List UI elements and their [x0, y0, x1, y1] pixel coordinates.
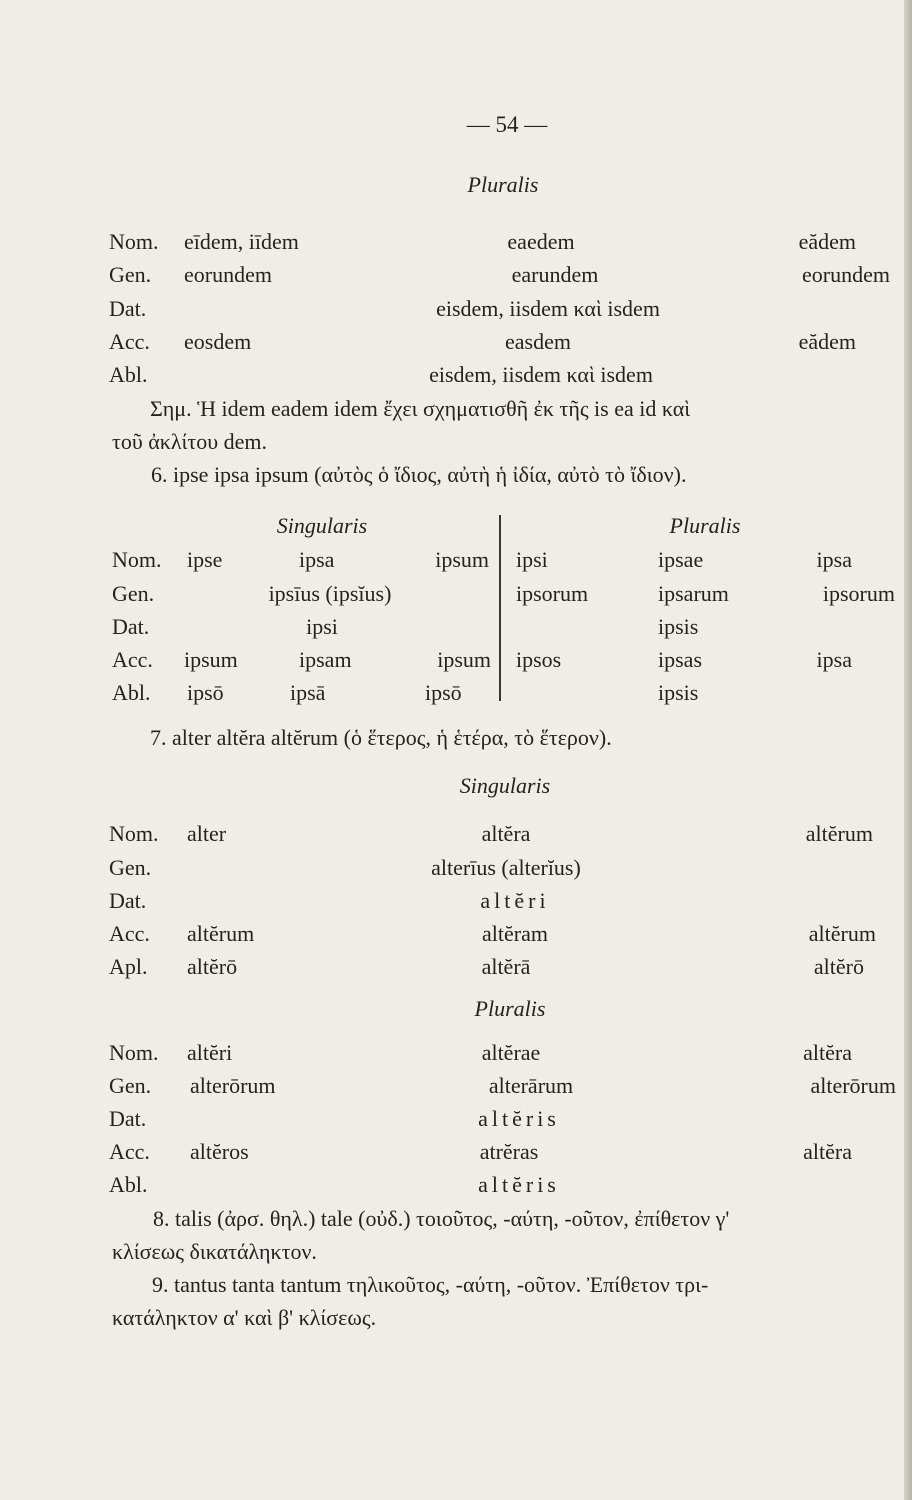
- form-feminine: altĕrā: [481, 954, 531, 979]
- case-label: Nom.: [112, 547, 162, 572]
- sing-masculine: ipse: [187, 547, 223, 572]
- form-feminine: alterārum: [488, 1073, 574, 1098]
- case-label: Dat.: [112, 614, 150, 639]
- case-label: Abl.: [109, 362, 148, 387]
- case-label: Gen.: [109, 855, 152, 880]
- form-masculine: alterōrum: [190, 1073, 276, 1098]
- plur-masculine: ipsi: [516, 547, 548, 572]
- case-label: Apl.: [109, 954, 148, 979]
- form-masculine: altĕri: [187, 1040, 233, 1065]
- paragraph-9-line: κατάληκτον α' καὶ β' κλίσεως.: [112, 1305, 377, 1330]
- case-label: Dat.: [109, 296, 147, 321]
- case-label: Acc.: [109, 1139, 150, 1164]
- sing-masculine: ipsum: [184, 647, 238, 672]
- form-masculine: eorundem: [184, 262, 272, 287]
- sing-neuter: ipsum: [435, 547, 489, 572]
- plur-masculine: ipsorum: [516, 581, 589, 606]
- form-all-genders: altĕris: [478, 1172, 560, 1197]
- plural-heading: Pluralis: [669, 513, 741, 538]
- plur-neuter: ipsa: [816, 547, 852, 572]
- form-feminine: altĕram: [482, 921, 548, 946]
- paragraph-6: 6. ipse ipsa ipsum (αὐτὸς ὁ ἴδιος, αὐτὴ ἡ ἰδία, αὐτὸ τὸ ἴδιον).: [151, 462, 687, 487]
- sing-all-genders: ipsi: [306, 614, 338, 639]
- paragraph-9-line: 9. tantus tanta tantum τηλικοῦτος, -αύτη, -οῦτον. Ἐπίθετον τρι-: [152, 1272, 709, 1297]
- form-feminine: altĕrae: [481, 1040, 541, 1065]
- paragraph-8-line: 8. talis (ἀρσ. θηλ.) tale (οὐδ.) τοιοῦτος, -αύτη, -οῦτον, ἐπίθετον γ': [153, 1206, 730, 1231]
- case-label: Gen.: [112, 581, 155, 606]
- case-label: Gen.: [109, 1073, 152, 1098]
- case-label: Acc.: [109, 329, 150, 354]
- form-masculine: eosdem: [184, 329, 252, 354]
- paragraph-7: 7. alter altĕra altĕrum (ὁ ἕτερος, ἡ ἑτέρα, τὸ ἕτερον).: [150, 725, 612, 750]
- plur-masculine: ipsos: [516, 647, 562, 672]
- form-neuter: altĕrō: [813, 954, 864, 979]
- singular-heading: Singularis: [276, 513, 368, 538]
- column-divider: [499, 515, 501, 701]
- form-feminine: easdem: [505, 329, 571, 354]
- form-neuter: altĕrum: [808, 921, 876, 946]
- form-all-genders: altĕris: [478, 1106, 560, 1131]
- form-neuter: altĕra: [803, 1139, 852, 1164]
- plur-neuter: ipsa: [816, 647, 852, 672]
- case-label: Acc.: [112, 647, 153, 672]
- plur-feminine: ipsarum: [658, 581, 729, 606]
- plur-all-genders: ipsis: [658, 614, 699, 639]
- form-all-genders: altĕri: [480, 888, 550, 913]
- form-feminine: altĕra: [481, 821, 531, 846]
- form-neuter: eorundem: [802, 262, 890, 287]
- sing-all-genders: ipsīus (ipsĭus): [268, 581, 392, 606]
- sing-feminine: ipsa: [299, 547, 335, 572]
- form-masculine: altĕrum: [187, 921, 255, 946]
- form-all-genders: eisdem, iisdem καὶ isdem: [429, 362, 653, 387]
- note-line: Σημ. Ἡ idem eadem idem ἔχει σχηματισθῆ ἐκ τῆς is ea id καὶ: [150, 396, 691, 421]
- form-masculine: eīdem, iīdem: [184, 229, 299, 254]
- plur-feminine: ipsae: [658, 547, 704, 572]
- section-heading: Pluralis: [474, 996, 546, 1021]
- sing-neuter: ipsum: [437, 647, 491, 672]
- form-neuter: eădem: [798, 229, 856, 254]
- sing-feminine: ipsā: [290, 680, 326, 705]
- page-number: — 54 —: [466, 112, 548, 137]
- paragraph-8-line: κλίσεως δικατάληκτον.: [112, 1239, 317, 1264]
- case-label: Abl.: [112, 680, 151, 705]
- case-label: Nom.: [109, 1040, 159, 1065]
- plur-neuter: ipsorum: [822, 581, 895, 606]
- form-neuter: altĕra: [803, 1040, 852, 1065]
- sing-masculine: ipsō: [187, 680, 224, 705]
- sing-neuter: ipsō: [425, 680, 462, 705]
- form-feminine: atrĕras: [479, 1139, 539, 1164]
- section-heading: Pluralis: [467, 172, 539, 197]
- sing-feminine: ipsam: [299, 647, 352, 672]
- case-label: Dat.: [109, 1106, 147, 1131]
- plur-feminine: ipsas: [658, 647, 702, 672]
- page-edge-shadow: [904, 0, 912, 1500]
- form-masculine: altĕros: [190, 1139, 249, 1164]
- form-masculine: alter: [187, 821, 227, 846]
- case-label: Nom.: [109, 821, 159, 846]
- plur-all-genders: ipsis: [658, 680, 699, 705]
- form-feminine: earundem: [511, 262, 599, 287]
- note-line: τοῦ ἀκλίτου dem.: [112, 429, 268, 454]
- case-label: Abl.: [109, 1172, 148, 1197]
- case-label: Gen.: [109, 262, 152, 287]
- form-neuter: eădem: [798, 329, 856, 354]
- section-heading: Singularis: [459, 773, 551, 798]
- case-label: Acc.: [109, 921, 150, 946]
- form-all-genders: alterīus (alterĭus): [431, 855, 581, 880]
- case-label: Nom.: [109, 229, 159, 254]
- case-label: Dat.: [109, 888, 147, 913]
- form-masculine: altĕrō: [187, 954, 238, 979]
- form-neuter: altĕrum: [805, 821, 873, 846]
- form-neuter: alterōrum: [810, 1073, 896, 1098]
- form-feminine: eaedem: [507, 229, 575, 254]
- form-all-genders: eisdem, iisdem καὶ isdem: [436, 296, 660, 321]
